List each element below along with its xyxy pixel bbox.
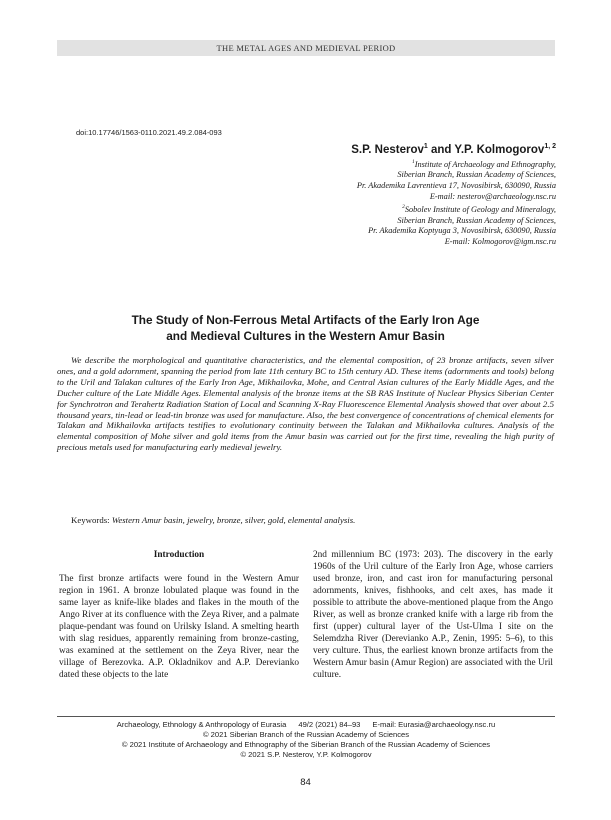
- affil-email-1[interactable]: E-mail: nesterov@archaeology.nsc.ru: [429, 191, 556, 201]
- title-line-2: and Medieval Cultures in the Western Amur Basin: [166, 328, 445, 343]
- abstract: We describe the morphological and quantitative characteristics, and the elemental composition, of 23 bronze artifacts, seven silver ones, and a gold adornment, spanning the period from late 11th century BC to 15th century AD. These items (adornments and tools) belong to the Uril and Talakan cultures of the Early Iron Age, Mikhailovka, Mohe, and Central Asian cultures of the Early Middle Ages, and the Ducher culture of the Late Middle Ages. Elemental analysis of the bronze items at the SB RAS Institute of Nuclear Physics Siberian Center for Synchrotron and Terahertz Radiation Station of Local and Scanning X-Ray Fluorescence Elemental Analysis showed that over about 2.5 thousand years, tin-lead or lead-tin bronze was used for manufacture. Also, the best convergence of concentrations of chemical elements for Talakan and Mikhailovka artifacts testifies to evolutionary continuity between the Talakan and Mikhailovka cultures. Analysis of the elemental composition of Mohe silver and gold items from the Amur basin was carried out for the first time, revealing the high purity of precious metals used for manufacturing early medieval jewelry.: [57, 355, 554, 453]
- affil-line: $^2$Sobolev Institute of Geology and Mineralogy,: [402, 204, 556, 214]
- author-2: Y.P. Kolmogorov: [454, 143, 545, 156]
- footer-journal-line: [57, 720, 555, 730]
- keywords: [71, 515, 355, 525]
- affil-line: Siberian Branch, Russian Academy of Sciences,: [397, 215, 556, 225]
- keywords-value: Western Amur basin, jewelry, bronze, silver, gold, elemental analysis.: [111, 515, 356, 525]
- author-1: S.P. Nesterov: [351, 143, 424, 156]
- affil-email-2[interactable]: E-mail: Kolmogorov@igm.nsc.ru: [444, 236, 556, 246]
- paper-title: [60, 313, 551, 344]
- footer-copyright-3: © 2021 S.P. Nesterov, Y.P. Kolmogorov: [240, 750, 372, 759]
- title-line-1: The Study of Non-Ferrous Metal Artifacts of the Early Iron Age: [131, 313, 480, 327]
- intro-paragraph-left: The first bronze artifacts were found in the Western Amur region in 1961. A bronze lobulated plaque was found in the same layer as knife-like blades and flakes in the mouth of the Ango River at its confluence with the Zeya River, and a palmate plaque-pendant was found on Urilsky Island. A smelting hearth with slag residues, apparently remaining from bronze-casting, was examined at the settlement on the Zeya River, near the village of Berezovka. A.P. Okladnikov and A.P. Derevianko dated these objects to the late: [59, 574, 299, 680]
- affil-line: Pr. Akademika Koptyuga 3, Novosibirsk, 630090, Russia: [368, 226, 556, 236]
- column-right: [313, 549, 553, 681]
- footer-issue: 49/2 (2021) 84–93: [298, 720, 361, 729]
- affil-line: Siberian Branch, Russian Academy of Sciences,: [397, 170, 556, 180]
- affiliations: [196, 157, 556, 247]
- doi[interactable]: doi:10.17746/1563-0110.2021.49.2.084-093: [76, 128, 222, 137]
- affil-line: Pr. Akademika Lavrentieva 17, Novosibirsk, 630090, Russia: [356, 180, 556, 190]
- footer-email[interactable]: E-mail: Eurasia@archaeology.nsc.ru: [372, 720, 496, 729]
- affil-line: $^1$Institute of Archaeology and Ethnography,: [411, 159, 556, 169]
- page-number: 84: [300, 777, 311, 788]
- footer-journal: Archaeology, Ethnology & Anthropology of Eurasia: [116, 720, 287, 729]
- section-header: THE METAL AGES AND MEDIEVAL PERIOD: [57, 40, 555, 56]
- footer: [57, 720, 555, 760]
- author-2-affil: 1, 2: [544, 143, 556, 150]
- footer-copyright-1: © 2021 Siberian Branch of the Russian Academy of Sciences: [202, 730, 410, 739]
- keywords-label: Keywords:: [71, 515, 112, 525]
- authors: [351, 143, 556, 156]
- author-1-affil: 1: [423, 143, 428, 150]
- intro-heading: Introduction: [153, 550, 205, 560]
- intro-paragraph-right: 2nd millennium BC (1973: 203). The discovery in the early 1960s of the Uril culture of the Early Iron Age, whose carriers used bronze, iron, and cast iron for manufacturing personal adornments, knives, fishhooks, and celt axes, has made it possible to attribute the above-mentioned plaque from the Ango River, as well as bronze cranked knife with a large rib from the first (upper) cultural layer of the Ust-Ulma I site on the Selemdzha River (Derevianko A.P., Zenin, 1995: 5–6), to this very culture. Thus, the earliest known bronze artifacts from the Western Amur basin (Amur Region) are associated with the Uril culture.: [313, 550, 553, 680]
- footer-divider: [57, 716, 555, 717]
- column-left: [59, 549, 299, 681]
- footer-copyright-2: © 2021 Institute of Archaeology and Ethnography of the Siberian Branch of the Russian Academy of Sciences: [121, 740, 491, 749]
- authors-and: and: [427, 143, 455, 156]
